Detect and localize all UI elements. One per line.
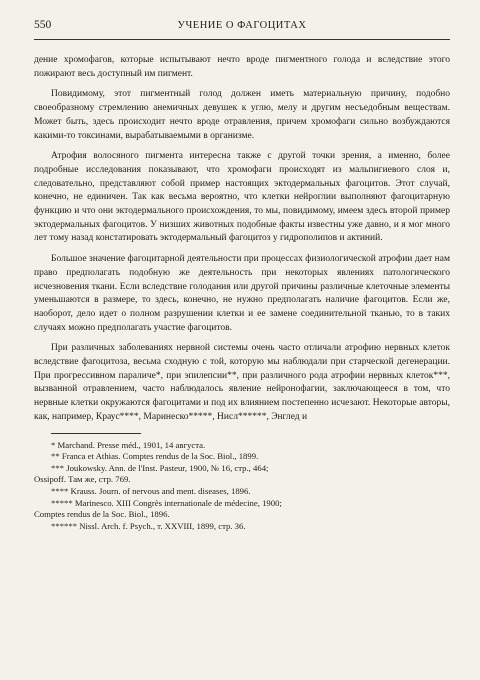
header-rule [34, 39, 450, 40]
footnote: ** Franca et Athias. Comptes rendus de la Soc. Biol., 1899. [51, 451, 259, 462]
paragraph: Большое значение фагоцитарной деятельности при процессах физиологической атрофии дает нам право предполагать подобную же деятельность при некоторых явлениях патологического исчезновения ткани. Если вследствие голодания или другой причины различные клеточные элементы уменьшаются в размере, то здесь, конечно, не нужно предполагать наличие фагоцитов. Если же, наоборот, дело идет о полном разрушении клетки и ее замене соединительной тканью, то в таких случаях можно предполагать участие фагоцитов. [34, 254, 450, 333]
page-body [34, 54, 450, 532]
footnote-continuation: Ossipoff. Там же, стр. 769. [34, 474, 131, 485]
page-number: 550 [34, 19, 52, 31]
footnote: *** Joukowsky. Ann. de l'Inst. Pasteur, 1900, № 16, стр., 464; [51, 462, 269, 473]
paragraph: При различных заболеваниях нервной системы очень часто отличали атрофию нервных клеток вследствие фагоцитоза, весьма сходную с той, которую мы наблюдали при старческой дегенерации. При прогрессивном параличе*, при эпилепсии**, при различного рода атрофии нервных клеток***, вызванной отравлением, часто наблюдалось явление нейронофагии, заключающееся в том, что нервные клетки окружаются фагоцитами и под их влиянием постепенно исчезают. Некоторые авторы, как, например, Краус****, Маринеско*****, Нисл******, Энглед и [34, 343, 450, 422]
paragraph: Атрофия волосяного пигмента интересна также с другой точки зрения, а именно, более подробные исследования показывают, что хромофаги происходят из мальпигиевого слоя и, следовательно, представляют собой пример настоящих эктодермальных фагоцитов. Этот случай, конечно, не единичен. Так как весьма вероятно, что клетки нейроглии выполняют фагоцитарную функцию и что они эктодермального происхождения, то мы, повидимому, имеем здесь второй пример эктодермальных фагоцитов. У низших животных подобные факты известны уже давно, и я мог много лет тому назад констатировать эктодермальный фагоцитоз у гидрополипов и актиний. [34, 151, 450, 244]
running-title: УЧЕНИЕ О ФАГОЦИТАХ [177, 19, 307, 31]
footnote: ***** Marinesco. XIII Congrès internationale de médecine, 1900; [51, 497, 282, 508]
paragraph: Повидимому, этот пигментный голод должен иметь материальную причину, подобно своеобразному стремлению анемичных девушек к углю, мелу и другим несъедобным веществам. Может быть, здесь происходит нечто вроде отравления, причем хромофаги сильно возбуждаются какими-то токсинами, вырабатываемыми в организме. [34, 89, 450, 141]
footnote-rule [51, 433, 141, 434]
footnotes [34, 440, 450, 533]
footnote-continuation: Comptes rendus de la Soc. Biol., 1896. [34, 509, 170, 520]
page-header [34, 16, 450, 34]
paragraph: дение хромофагов, которые испытывают нечто вроде пигментного голода и вследствие этого пожирают весь доступный им пигмент. [34, 55, 450, 79]
footnote: ****** Nissl. Arch. f. Psych., т. XXVIII, 1899, стр. 36. [51, 520, 246, 531]
footnote: * Marchand. Presse méd., 1901, 14 августа. [51, 439, 206, 450]
footnote: **** Krauss. Journ. of nervous and ment. diseases, 1896. [51, 485, 251, 496]
